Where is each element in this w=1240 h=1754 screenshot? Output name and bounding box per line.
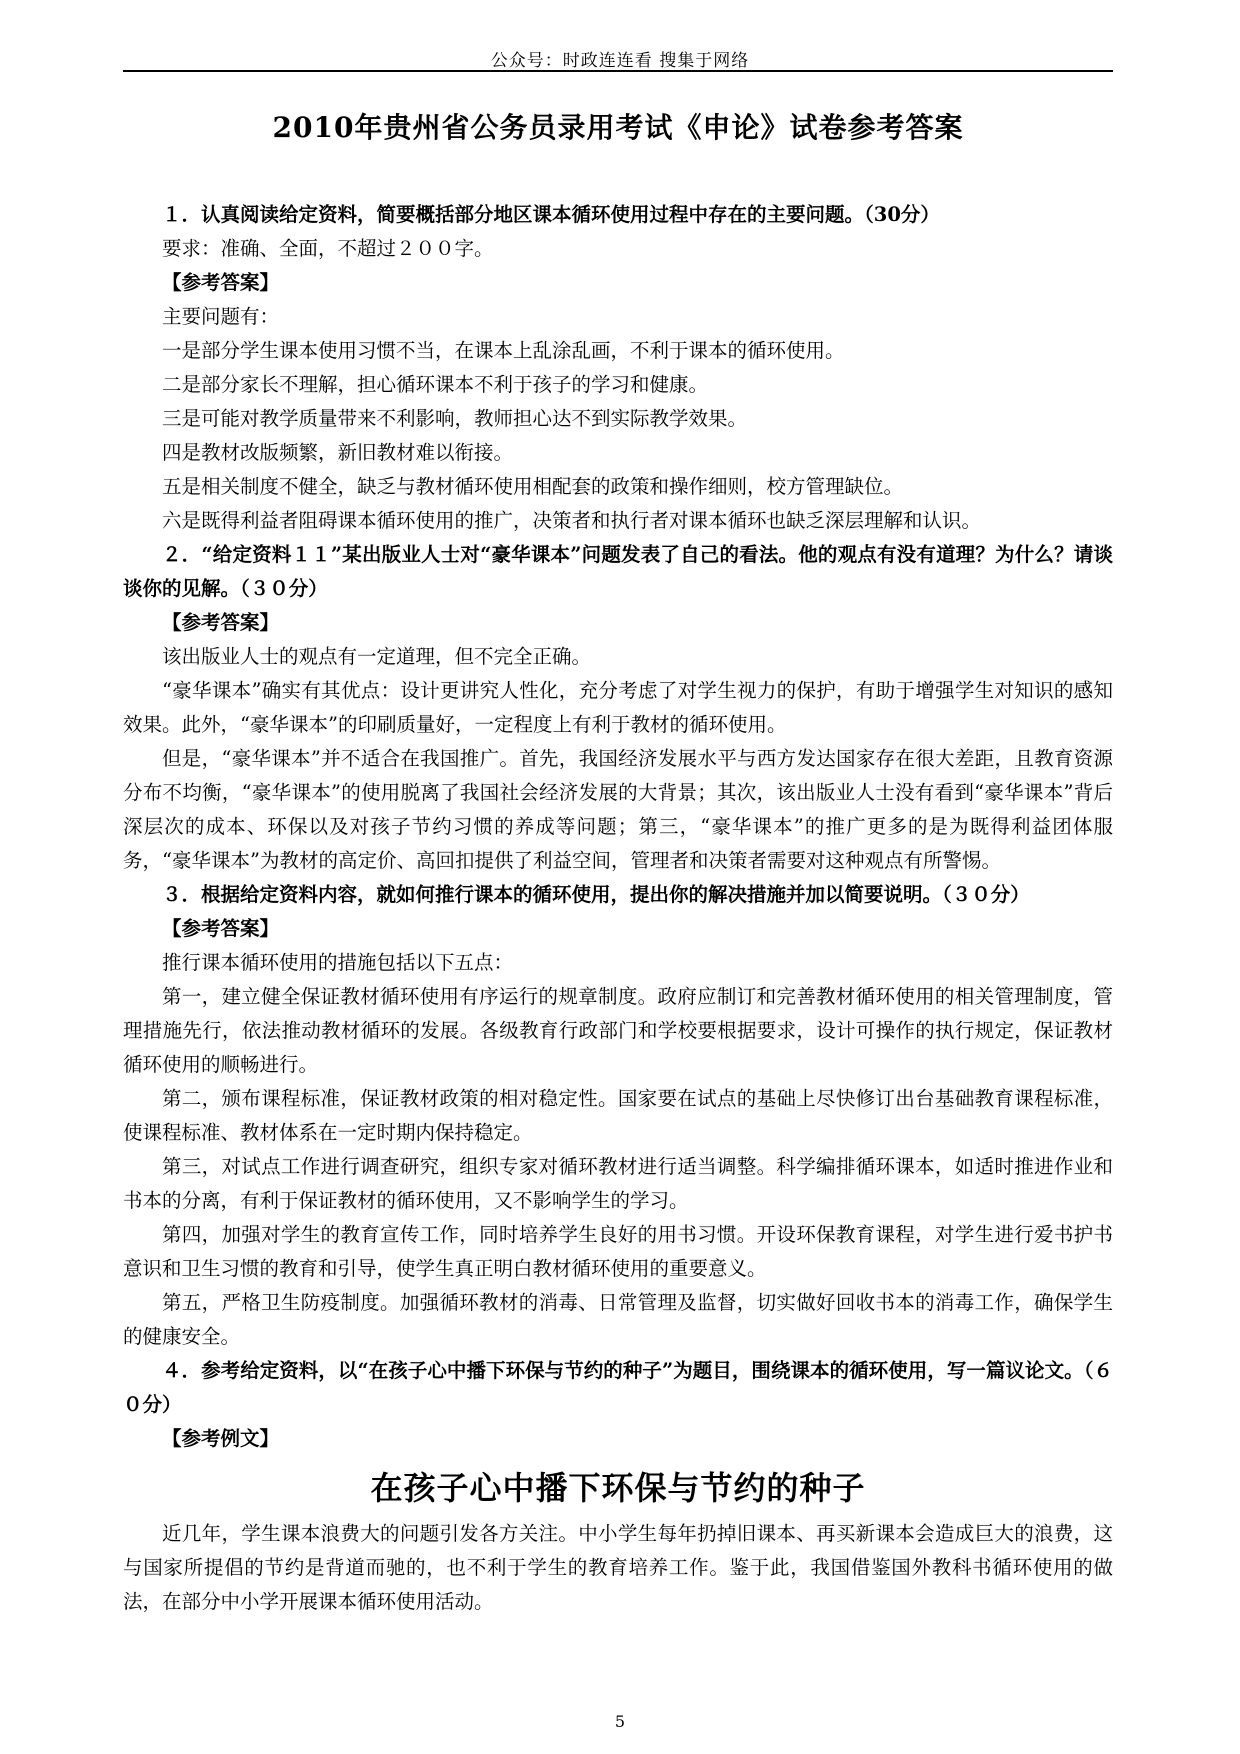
page-header: 公众号：时政连连看 搜集于网络: [490, 51, 750, 71]
answer-point: 第三，对试点工作进行调查研究，组织专家对循环教材进行适当调整。科学编排循环课本，如适时推进作业和书本的分离，有利于保证教材的循环使用，又不影响学生的学习。: [123, 1155, 1113, 1212]
document-body: [123, 106, 1113, 1619]
answer-label: 【参考答案】: [162, 271, 280, 294]
essay-title: 在孩子心中播下环保与节约的种子: [370, 1469, 866, 1507]
essay-paragraph: 近几年，学生课本浪费大的问题引发各方关注。中小学生每年扔掉旧课本、再买新课本会造成巨大的浪费，这与国家所提倡的节约是背道而驰的，也不利于学生的教育培养工作。鉴于此，我国借鉴国外教科书循环使用的做法，在部分中小学开展课本循环使用活动。: [123, 1522, 1113, 1613]
answer-paragraph: 该出版业人士的观点有一定道理，但不完全正确。: [162, 645, 592, 668]
answer-label: 【参考答案】: [162, 611, 280, 634]
answer-point: 第二，颁布课程标准，保证教材政策的相对稳定性。国家要在试点的基础上尽快修订出台基础教育课程标准，使课程标准、教材体系在一定时期内保持稳定。: [123, 1087, 1113, 1144]
answer-intro: 主要问题有：: [162, 305, 280, 328]
answer-point: 二是部分家长不理解，担心循环课本不利于孩子的学习和健康。: [162, 373, 709, 396]
answer-point: 三是可能对教学质量带来不利影响，教师担心达不到实际教学效果。: [162, 407, 748, 430]
answer-point: 四是教材改版频繁，新旧教材难以衔接。: [162, 441, 514, 464]
answer-label: 【参考答案】: [162, 917, 280, 940]
question-2: ２．“给定资料１１”某出版业人士对“豪华课本”问题发表了自己的看法。他的观点有没有道理？为什么？请谈谈你的见解。（３０分）: [123, 543, 1113, 600]
question-4: ４．参考给定资料，以“在孩子心中播下环保与节约的种子”为题目，围绕课本的循环使用，写一篇议论文。（６０分）: [123, 1359, 1113, 1416]
page-number: 5: [614, 1712, 626, 1731]
question-3: ３．根据给定资料内容，就如何推行课本的循环使用，提出你的解决措施并加以简要说明。（３０分）: [162, 883, 1030, 906]
answer-point: 五是相关制度不健全，缺乏与教材循环使用相配套的政策和操作细则，校方管理缺位。: [162, 475, 904, 498]
answer-paragraph: “豪华课本”确实有其优点：设计更讲究人性化，充分考虑了对学生视力的保护，有助于增强学生对知识的感知效果。此外，“豪华课本”的印刷质量好，一定程度上有利于教材的循环使用。: [123, 679, 1113, 736]
answer-point: 六是既得利益者阻碍课本循环使用的推广，决策者和执行者对课本循环也缺乏深层理解和认识。: [162, 509, 982, 532]
question-1-requirement: 要求：准确、全面，不超过２００字。: [162, 237, 494, 260]
answer-paragraph: 但是，“豪华课本”并不适合在我国推广。首先，我国经济发展水平与西方发达国家存在很大差距，且教育资源分布不均衡，“豪华课本”的使用脱离了我国社会经济发展的大背景；其次，该出版业人士没有看到“豪华课本”背后深层次的成本、环保以及对孩子节约习惯的养成等问题；第三，“豪华课本”的推广更多的是为既得利益团体服务，“豪华课本”为教材的高定价、高回扣提供了利益空间，管理者和决策者需要对这种观点有所警惕。: [123, 747, 1113, 872]
answer-point: 一是部分学生课本使用习惯不当，在课本上乱涂乱画，不利于课本的循环使用。: [162, 339, 845, 362]
sample-essay-label: 【参考例文】: [162, 1427, 280, 1450]
header-rule: [123, 70, 1113, 72]
answer-point: 第四，加强对学生的教育宣传工作，同时培养学生良好的用书习惯。开设环保教育课程，对学生进行爱书护书意识和卫生习惯的教育和引导，使学生真正明白教材循环使用的重要意义。: [123, 1223, 1113, 1280]
answer-point: 第一，建立健全保证教材循环使用有序运行的规章制度。政府应制订和完善教材循环使用的相关管理制度，管理措施先行，依法推动教材循环的发展。各级教育行政部门和学校要根据要求，设计可操作的执行规定，保证教材循环使用的顺畅进行。: [123, 985, 1113, 1076]
document-title: 2010年贵州省公务员录用考试《申论》试卷参考答案: [272, 111, 964, 144]
answer-point: 第五，严格卫生防疫制度。加强循环教材的消毒、日常管理及监督，切实做好回收书本的消毒工作，确保学生的健康安全。: [123, 1291, 1113, 1348]
question-1: １．认真阅读给定资料，简要概括部分地区课本循环使用过程中存在的主要问题。（30分）: [162, 203, 940, 226]
answer-intro: 推行课本循环使用的措施包括以下五点：: [162, 951, 514, 974]
